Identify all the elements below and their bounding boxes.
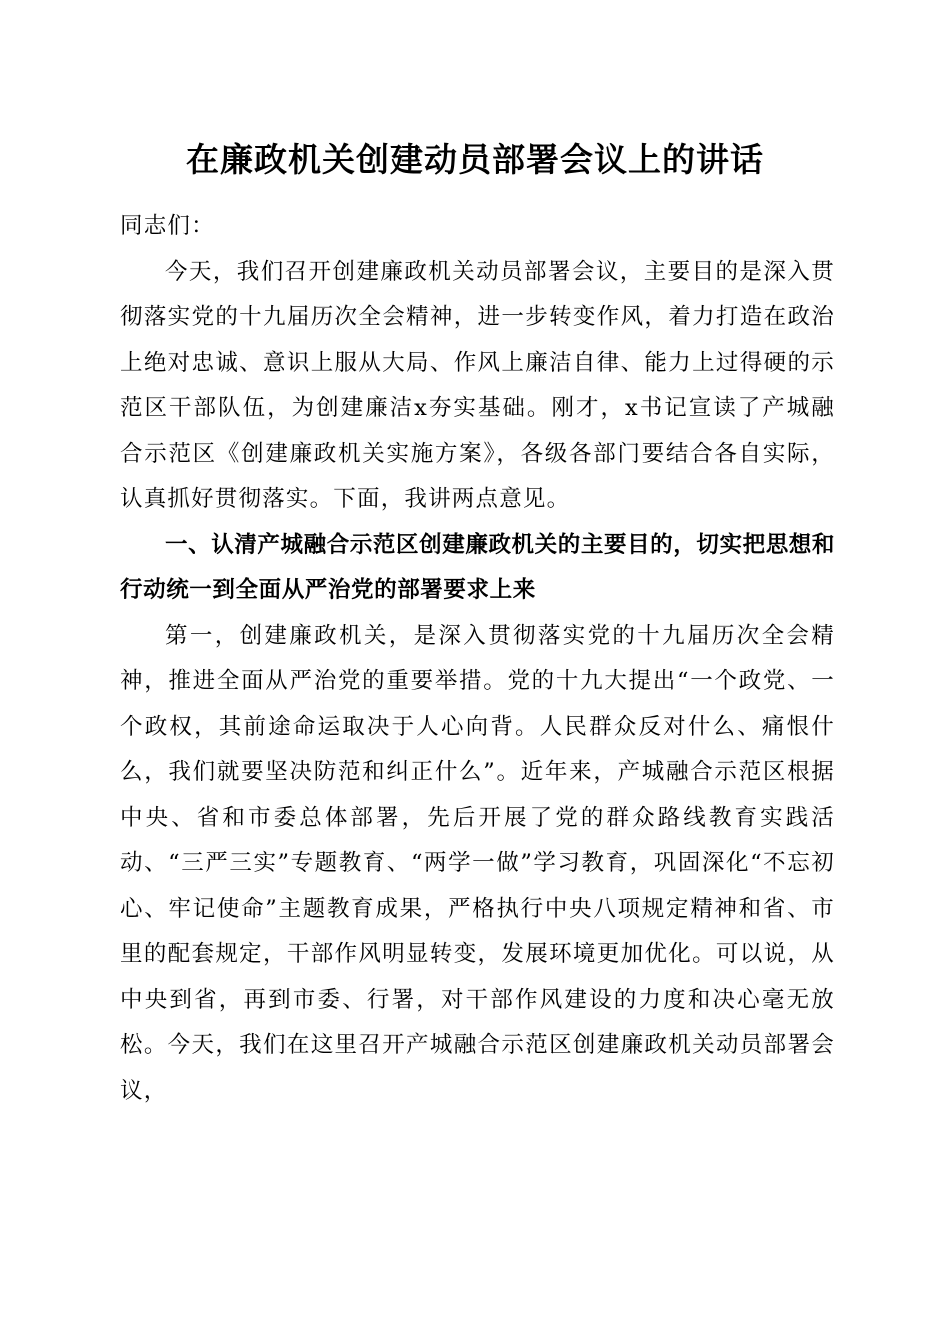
document-body [120,204,835,1114]
document-title: 在廉政机关创建动员部署会议上的讲话 [186,140,764,179]
section-heading: 一、认清产城融合示范区创建廉政机关的主要目的，切实把思想和行动统一到全面从严治党的部署要求上来 [120,531,835,603]
section-paragraph: 第一，创建廉政机关，是深入贯彻落实党的十九届历次全会精神，推进全面从严治党的重要举措。党的十九大提出“一个政党、一个政权，其前途命运取决于人心向背。人民群众反对什么、痛恨什么，我们就要坚决防范和纠正什么”。近年来，产城融合示范区根据中央、省和市委总体部署，先后开展了党的群众路线教育实践活动、“三严三实”专题教育、“两学一做”学习教育，巩固深化“不忘初心、牢记使命”主题教育成果，严格执行中央八项规定精神和省、市里的配套规定，干部作风明显转变，发展环境更加优化。可以说，从中央到省，再到市委、行署，对干部作风建设的力度和决心毫无放松。今天，我们在这里召开产城融合示范区创建廉政机关动员部署会议， [120,622,835,1104]
intro-paragraph: 今天，我们召开创建廉政机关动员部署会议，主要目的是深入贯彻落实党的十九届历次全会精神，进一步转变作风，着力打造在政治上绝对忠诚、意识上服从大局、作风上廉洁自律、能力上过得硬的示范区干部队伍，为创建廉洁x夯实基础。刚才，x书记宣读了产城融合示范区《创建廉政机关实施方案》，各级各部门要结合各自实际，认真抓好贯彻落实。下面，我讲两点意见。 [120,258,835,512]
salutation: 同志们： [120,213,215,239]
